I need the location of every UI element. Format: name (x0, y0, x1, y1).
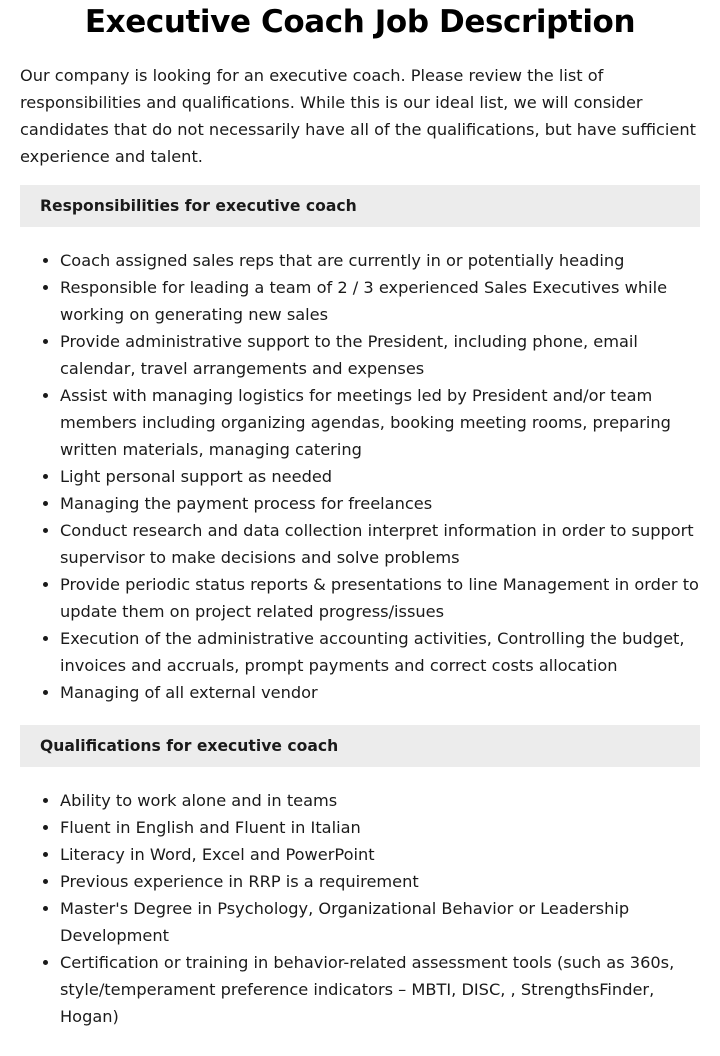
list-item: Previous experience in RRP is a requirement (60, 868, 700, 895)
list-item: Managing of all external vendor (60, 679, 700, 706)
list-item: Literacy in Word, Excel and PowerPoint (60, 841, 700, 868)
list-item: Master's Degree in Psychology, Organizational Behavior or Leadership Development (60, 895, 700, 949)
list-item: Light personal support as needed (60, 463, 700, 490)
list-item: Ability to work alone and in teams (60, 787, 700, 814)
page-title: Executive Coach Job Description (84, 4, 636, 40)
list-item: Execution of the administrative accounting activities, Controlling the budget, invoices and accruals, prompt payments and correct costs allocation (60, 625, 700, 679)
qualifications-list (20, 787, 700, 1030)
list-item: Responsible for leading a team of 2 / 3 experienced Sales Executives while working on generating new sales (60, 274, 700, 328)
list-item: Certification or training in behavior-related assessment tools (such as 360s, style/temperament preference indicators – MBTI, DISC, , StrengthsFinder, Hogan) (60, 949, 700, 1030)
list-item: Provide administrative support to the President, including phone, email calendar, travel arrangements and expenses (60, 328, 700, 382)
responsibilities-list (20, 247, 700, 706)
list-item: Provide periodic status reports & presentations to line Management in order to update them on project related progress/issues (60, 571, 700, 625)
list-item: Assist with managing logistics for meetings led by President and/or team members including organizing agendas, booking meeting rooms, preparing written materials, managing catering (60, 382, 700, 463)
list-item: Fluent in English and Fluent in Italian (60, 814, 700, 841)
list-item: Conduct research and data collection interpret information in order to support supervisor to make decisions and solve problems (60, 517, 700, 571)
list-item: Managing the payment process for freelances (60, 490, 700, 517)
intro-paragraph: Our company is looking for an executive coach. Please review the list of responsibilities and qualifications. While this is our ideal list, we will consider candidates that do not necessarily have all of the qualifications, but have sufficient experience and talent. (20, 66, 696, 166)
list-item: Coach assigned sales reps that are currently in or potentially heading (60, 247, 700, 274)
qualifications-heading: Qualifications for executive coach (20, 725, 700, 767)
responsibilities-heading: Responsibilities for executive coach (20, 185, 700, 227)
